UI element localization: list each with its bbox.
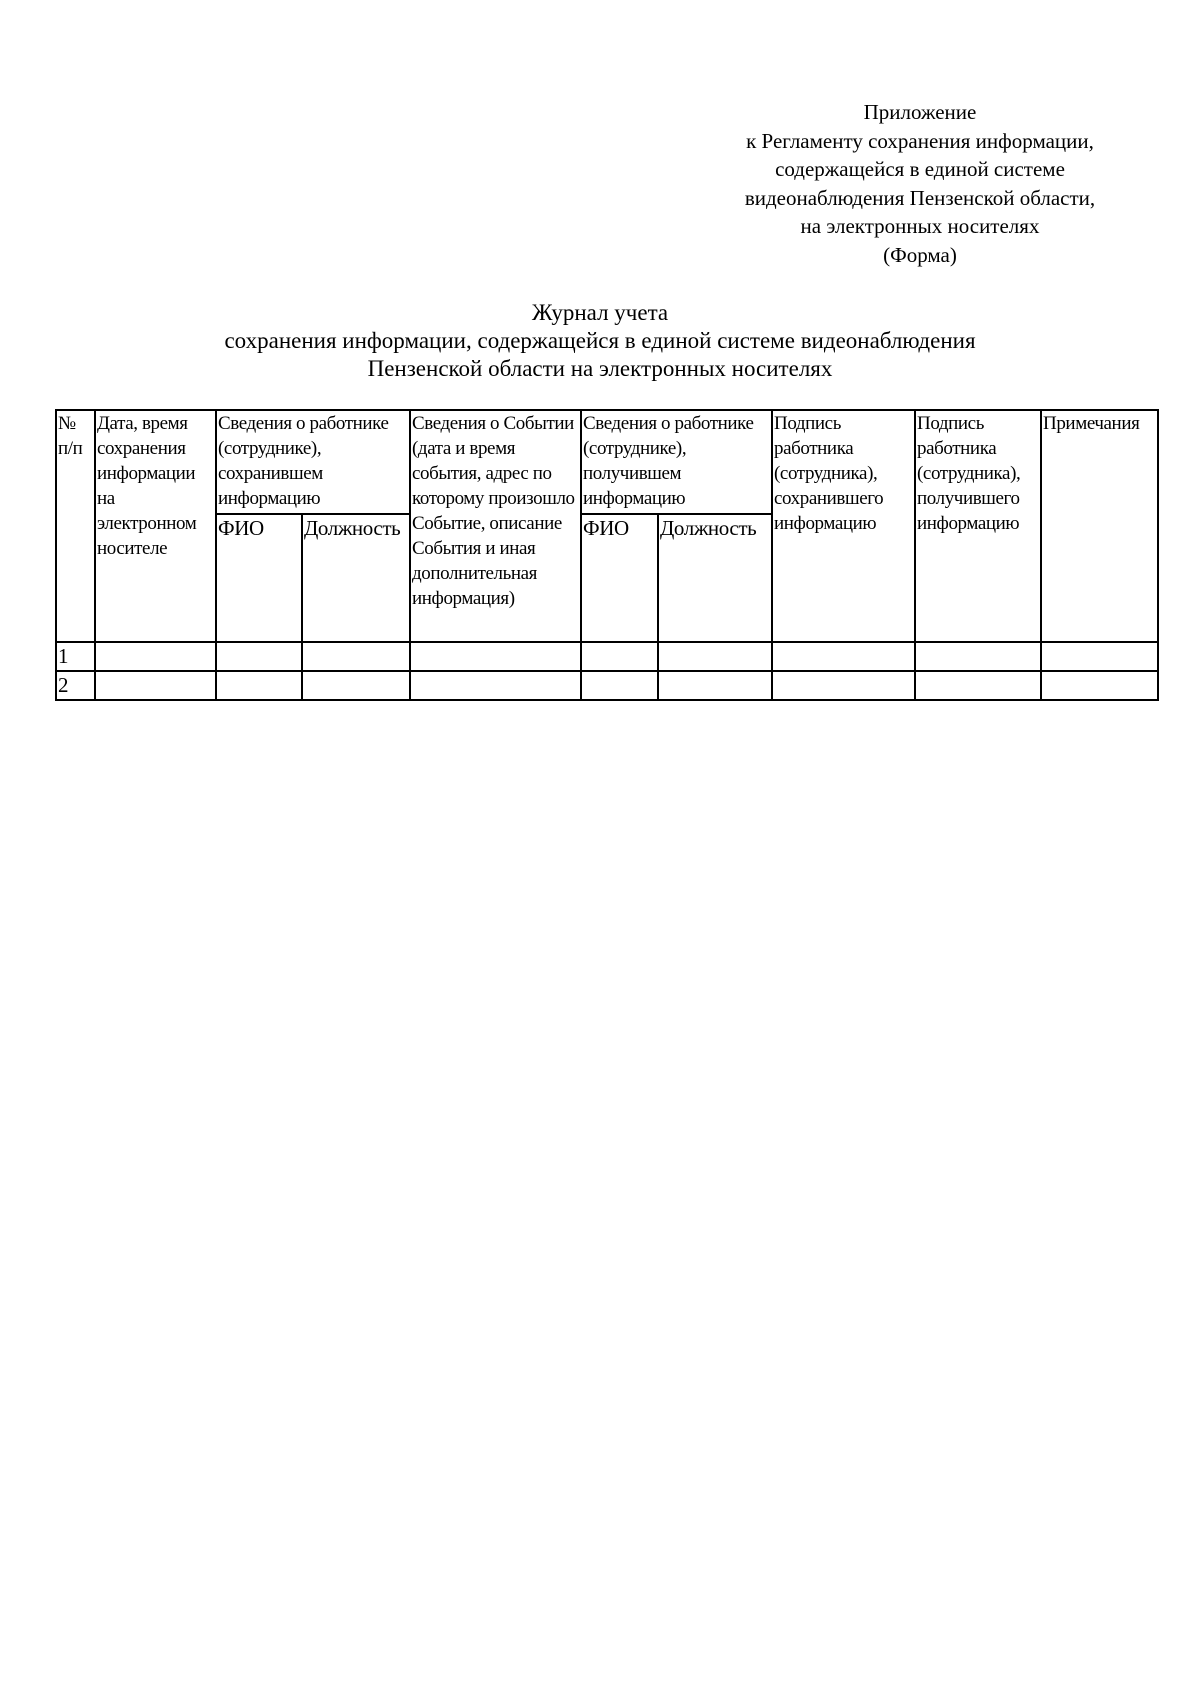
subheader-saver-fio: ФИО	[216, 514, 302, 642]
cell-event	[410, 671, 581, 700]
cell-receiver-signature	[915, 671, 1041, 700]
appendix-line: на электронных носителях	[800, 214, 1040, 239]
header-notes: Примечания	[1041, 410, 1158, 642]
header-event-info: Сведения о Событии (дата и время события, адрес по которому произошло Событие, описание События и иная дополнительная информация)	[410, 410, 581, 642]
document-title	[100, 299, 1100, 383]
row-number: 1	[56, 642, 95, 671]
subheader-receiver-position: Должность	[658, 514, 772, 642]
title-line: сохранения информации, содержащейся в единой системе видеонаблюдения	[224, 328, 976, 353]
cell-date	[95, 642, 216, 671]
cell-receiver-fio	[581, 671, 658, 700]
subheader-saver-position: Должность	[302, 514, 410, 642]
appendix-line: (Форма)	[883, 242, 957, 267]
appendix-line: к Регламенту сохранения информации,	[746, 128, 1094, 153]
cell-saver-fio	[216, 642, 302, 671]
title-line: Журнал учета	[531, 300, 669, 325]
cell-saver-signature	[772, 671, 915, 700]
table-row	[56, 642, 1158, 671]
cell-saver-signature	[772, 642, 915, 671]
cell-receiver-fio	[581, 642, 658, 671]
header-date: Дата, время сохранения информации на электронном носителе	[95, 410, 216, 642]
cell-receiver-position	[658, 671, 772, 700]
appendix-line: Приложение	[863, 100, 977, 124]
header-num: № п/п	[56, 410, 95, 642]
cell-date	[95, 671, 216, 700]
header-row	[56, 410, 1158, 514]
title-line: Пензенской области на электронных носителях	[367, 356, 833, 381]
cell-receiver-position	[658, 642, 772, 671]
cell-receiver-signature	[915, 642, 1041, 671]
header-receiver-info: Сведения о работнике (сотруднике), получившем информацию	[581, 410, 772, 514]
cell-saver-fio	[216, 671, 302, 700]
appendix-block	[690, 98, 1150, 270]
row-number: 2	[56, 671, 95, 700]
appendix-line: видеонаблюдения Пензенской области,	[744, 185, 1096, 210]
cell-notes	[1041, 671, 1158, 700]
table-row	[56, 671, 1158, 700]
cell-saver-position	[302, 642, 410, 671]
header-saver-info: Сведения о работнике (сотруднике), сохранившем информацию	[216, 410, 410, 514]
cell-event	[410, 642, 581, 671]
cell-saver-position	[302, 671, 410, 700]
appendix-line: содержащейся в единой системе	[775, 157, 1065, 182]
subheader-receiver-fio: ФИО	[581, 514, 658, 642]
header-saver-signature: Подпись работника (сотрудника), сохранившего информацию	[772, 410, 915, 642]
journal-table	[55, 409, 1159, 701]
header-receiver-signature: Подпись работника (сотрудника), получившего информацию	[915, 410, 1041, 642]
cell-notes	[1041, 642, 1158, 671]
